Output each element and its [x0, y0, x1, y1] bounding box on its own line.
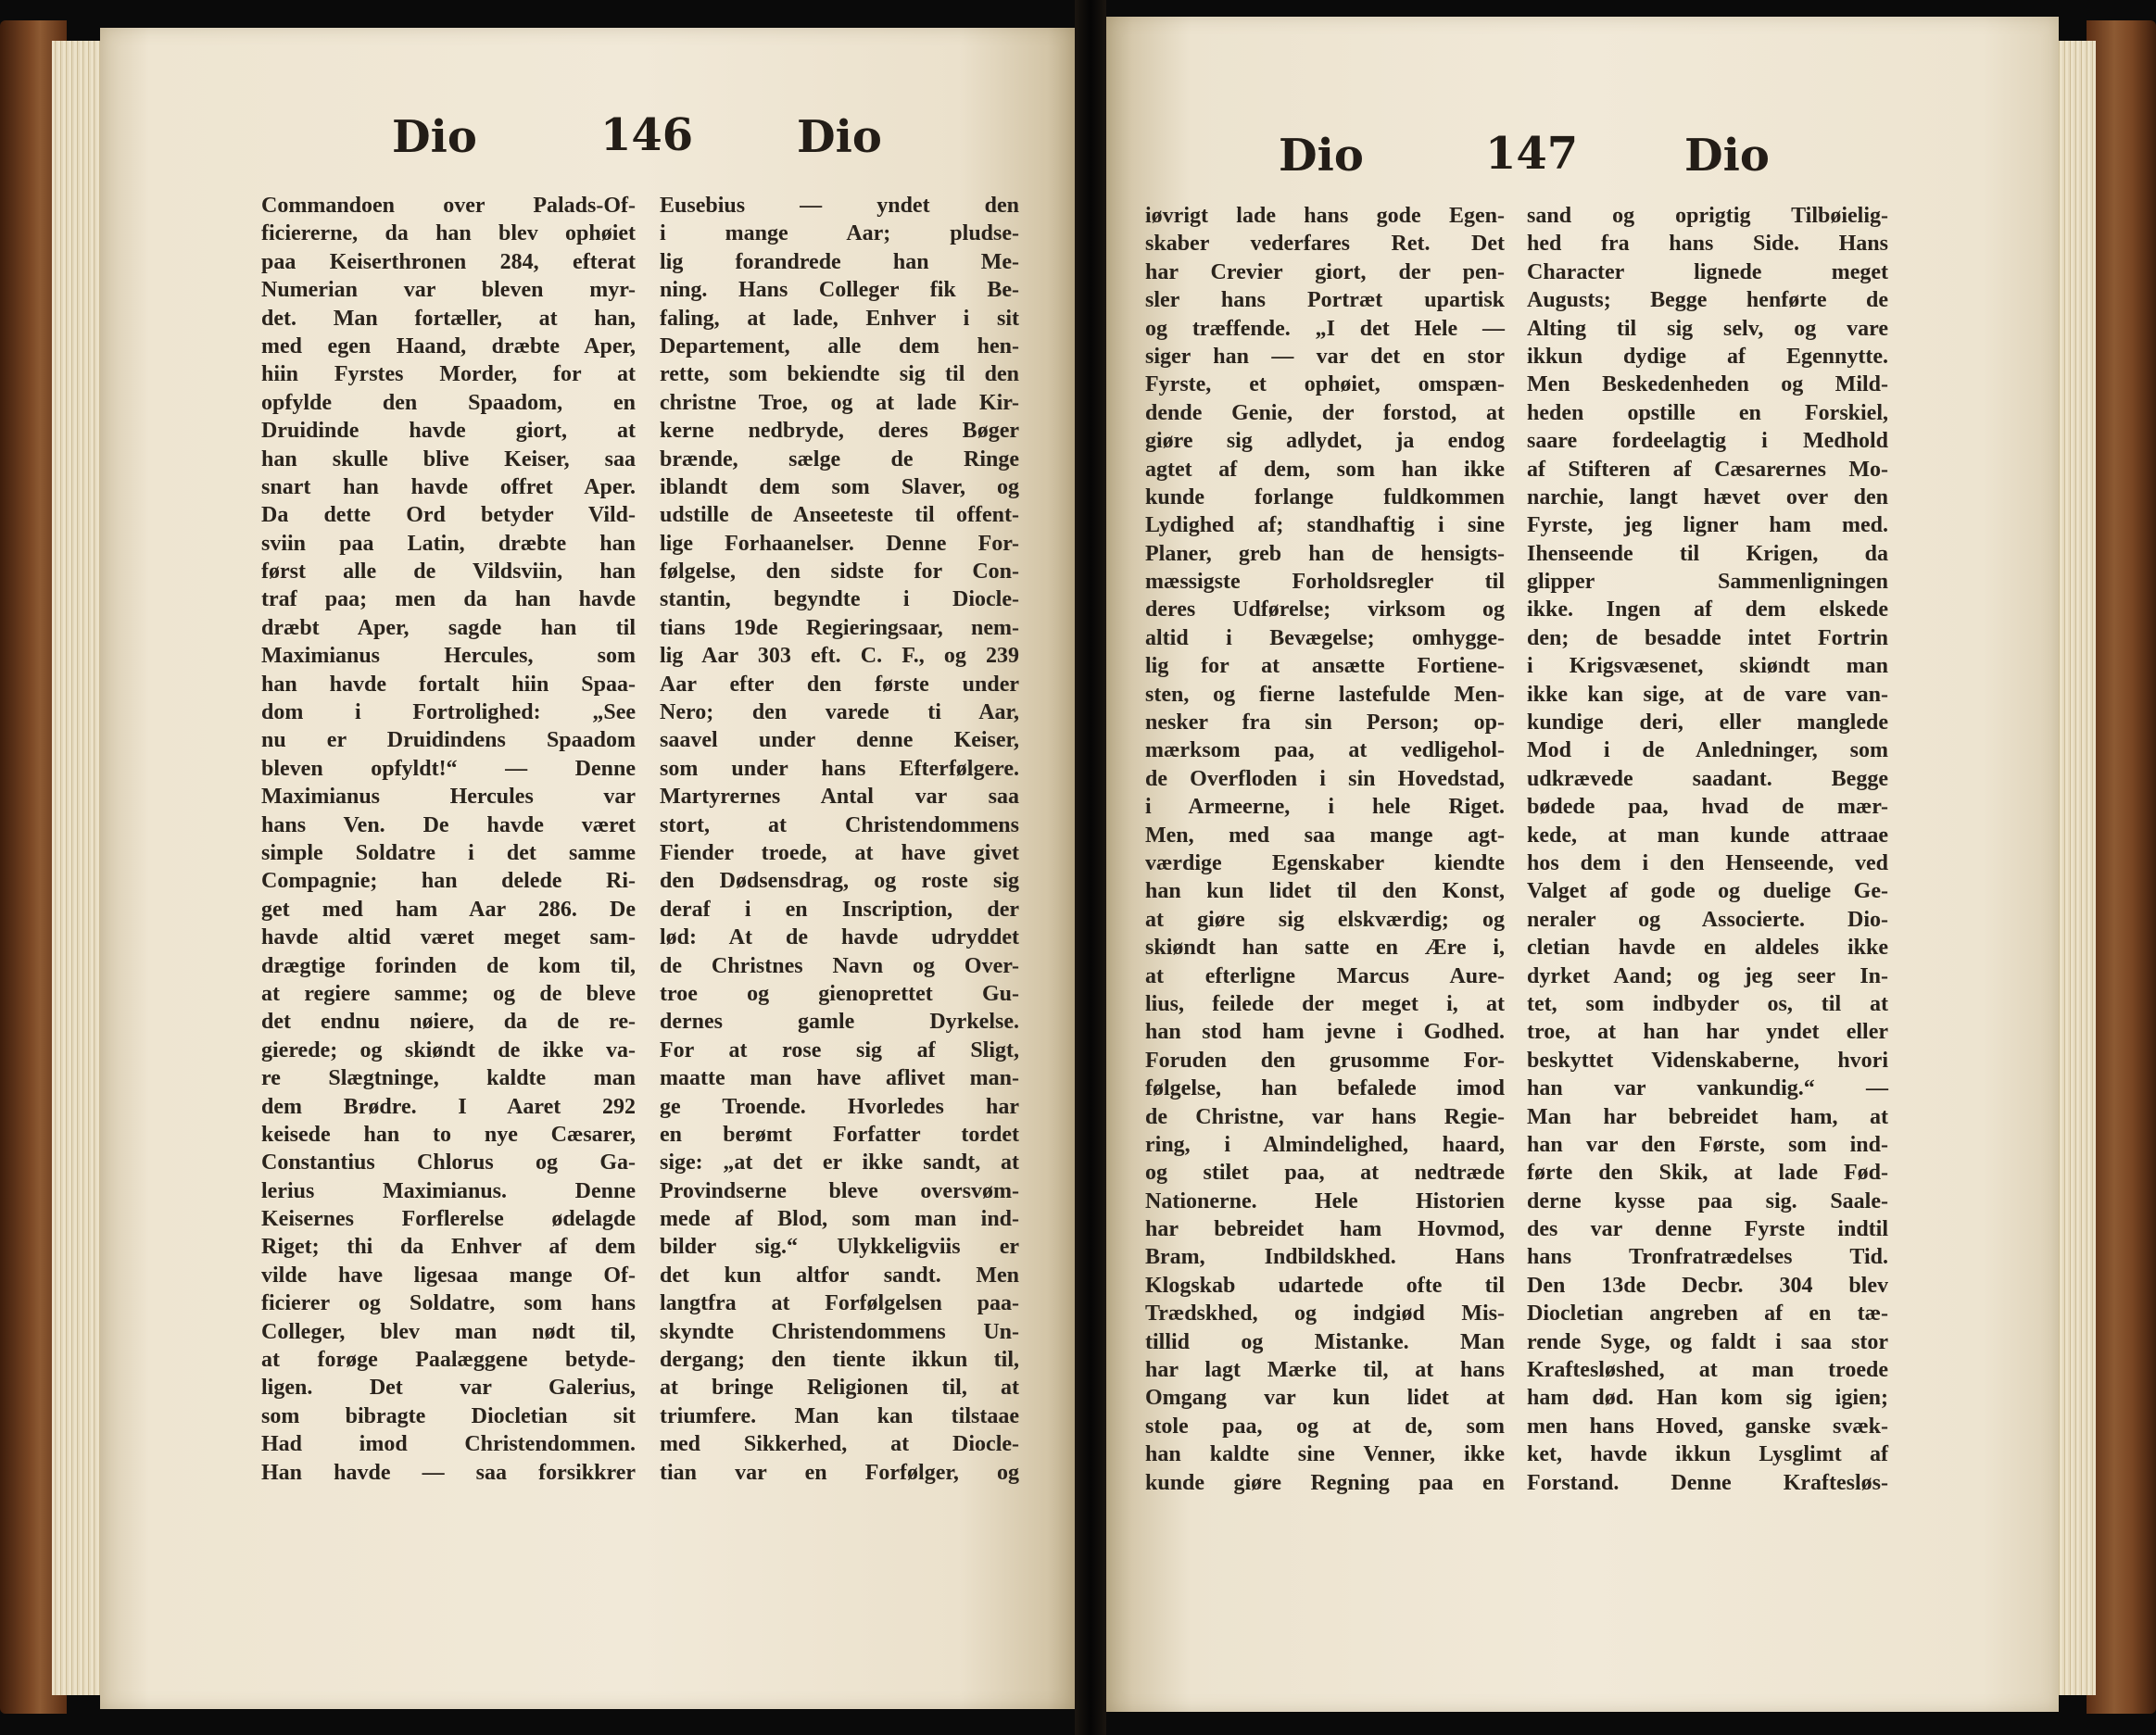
text-line: iøvrigt lade hans gode Egen-: [1145, 204, 1505, 228]
text-line: brænde, sælge de Ringe: [660, 446, 1019, 471]
text-line: Valget af gode og duelige Ge-: [1527, 879, 1888, 904]
book-gutter: [1075, 0, 1106, 1735]
text-line: hans Tronfratrædelses Tid.: [1527, 1245, 1888, 1270]
text-line: lius, feilede der meget i, at: [1145, 991, 1505, 1016]
text-line: Eusebius — yndet den: [660, 194, 1019, 218]
text-line: stole paa, og at de, som: [1145, 1414, 1505, 1439]
running-head-right: Dio: [1684, 130, 1770, 182]
text-line: har lagt Mærke til, at hans: [1145, 1358, 1505, 1383]
text-line: Fiender troede, at have givet: [660, 840, 1019, 865]
text-line: Nero; den varede ti Aar,: [660, 700, 1019, 725]
text-line: de Christne, var hans Regie-: [1145, 1104, 1505, 1129]
text-line: Constantius Chlorus og Ga-: [261, 1150, 636, 1176]
text-line: hiin Fyrstes Morder, for at: [261, 362, 636, 387]
text-line: Keisernes Forflerelse ødelagde: [261, 1207, 636, 1232]
text-line: at bringe Religionen til, at: [660, 1376, 1019, 1401]
text-line: mæssigste Forholdsregler til: [1145, 570, 1505, 595]
text-line: ficierer og Soldatre, som hans: [261, 1291, 636, 1316]
text-line: ligen. Det var Galerius,: [261, 1376, 636, 1401]
text-line: tians 19de Regieringsaar, nem-: [660, 615, 1019, 640]
running-head-left: Dio: [1279, 130, 1364, 182]
text-line: Commandoen over Palads-Of-: [261, 194, 636, 218]
text-line: Martyrernes Antal var saa: [660, 785, 1019, 810]
text-line: Departement, alle dem hen-: [660, 333, 1019, 358]
text-line: det. Man fortæller, at han,: [261, 306, 636, 331]
text-line: Fyrste, et ophøiet, omspæn-: [1145, 372, 1505, 397]
text-line: Da dette Ord betyder Vild-: [261, 503, 636, 528]
text-line: Riget; thi da Enhver af dem: [261, 1235, 636, 1260]
text-line: de Christnes Navn og Over-: [660, 953, 1019, 978]
text-line: ning. Hans Colleger fik Be-: [660, 278, 1019, 303]
text-line: skiøndt han satte en Ære i,: [1145, 936, 1505, 961]
text-line: Provindserne bleve oversvøm-: [660, 1178, 1019, 1203]
text-line: i Krigsvæsenet, skiøndt man: [1527, 654, 1888, 679]
text-line: ikke. Ingen af dem elskede: [1527, 597, 1888, 622]
text-line: sige: „at det er ikke sandt, at: [660, 1150, 1019, 1176]
text-line: Aar efter den første under: [660, 672, 1019, 697]
text-line: som under hans Efterfølgere.: [660, 756, 1019, 781]
text-line: dræbt Aper, sagde han til: [261, 615, 636, 640]
text-column-right: [1527, 202, 1888, 1497]
text-line: udkrævede saadant. Begge: [1527, 766, 1888, 791]
text-line: Lydighed af; standhaftig i sine: [1145, 513, 1505, 538]
page-number: 146: [600, 109, 694, 161]
text-line: dernes gamle Dyrkelse.: [660, 1010, 1019, 1035]
text-line: dergang; den tiente ikkun til,: [660, 1348, 1019, 1373]
text-line: skyndte Christendommens Un-: [660, 1319, 1019, 1344]
text-line: lig for at ansætte Fortiene-: [1145, 654, 1505, 679]
text-line: deres Udførelse; virksom og: [1145, 597, 1505, 622]
text-line: paa Keiserthronen 284, efterat: [261, 249, 636, 274]
text-line: kerne nedbryde, deres Bøger: [660, 419, 1019, 444]
text-line: re Slægtninge, kaldte man: [261, 1066, 636, 1091]
text-line: ket, havde ikkun Lysglimt af: [1527, 1442, 1888, 1467]
text-line: men hans Hoved, ganske svæk-: [1527, 1414, 1888, 1439]
text-line: stort, at Christendommens: [660, 812, 1019, 837]
running-head-left: Dio: [392, 111, 477, 163]
text-line: heden opstille en Forskiel,: [1527, 400, 1888, 425]
text-line: Den 13de Decbr. 304 blev: [1527, 1273, 1888, 1298]
text-line: nu er Druidindens Spaadom: [261, 728, 636, 753]
text-line: Numerian var bleven myr-: [261, 278, 636, 303]
text-line: af Stifteren af Cæsarernes Mo-: [1527, 457, 1888, 482]
text-column-left: [261, 192, 636, 1487]
text-line: sler hans Portræt upartisk: [1145, 288, 1505, 313]
text-line: vilde have ligesaa mange Of-: [261, 1263, 636, 1288]
running-head-right: Dio: [797, 111, 882, 163]
text-line: snart han havde offret Aper.: [261, 474, 636, 499]
text-line: giøre sig adlydet, ja endog: [1145, 429, 1505, 454]
text-line: Augusts; Begge henførte de: [1527, 288, 1888, 313]
text-line: har bebreidet ham Hovmod,: [1145, 1217, 1505, 1242]
page-number: 147: [1485, 128, 1579, 180]
text-line: Han havde — saa forsikkrer: [261, 1460, 636, 1485]
text-line: og træffende. „I det Hele —: [1145, 316, 1505, 341]
text-line: Klogskab udartede ofte til: [1145, 1273, 1505, 1298]
text-line: skaber vederfares Ret. Det: [1145, 232, 1505, 257]
text-line: i mange Aar; pludse-: [660, 221, 1019, 246]
text-line: følgelse, den sidste for Con-: [660, 559, 1019, 585]
text-line: at giøre sig elskværdig; og: [1145, 907, 1505, 932]
text-line: triumfere. Man kan tilstaae: [660, 1403, 1019, 1428]
text-line: dom i Fortrolighed: „See: [261, 700, 636, 725]
text-line: agtet af dem, som han ikke: [1145, 457, 1505, 482]
text-line: opfylde den Spaadom, en: [261, 390, 636, 415]
text-line: sand og oprigtig Tilbøielig-: [1527, 204, 1888, 228]
text-line: Had imod Christendommen.: [261, 1432, 636, 1457]
text-line: værdige Egenskaber kiendte: [1145, 850, 1505, 875]
text-line: kede, at man kunde attraae: [1527, 823, 1888, 848]
text-line: tet, som indbyder os, til at: [1527, 991, 1888, 1016]
text-line: det endnu nøiere, da de re-: [261, 1010, 636, 1035]
text-line: stantin, begyndte i Diocle-: [660, 587, 1019, 612]
text-line: deraf i en Inscription, der: [660, 897, 1019, 922]
text-line: Maximianus Hercules, som: [261, 644, 636, 669]
text-line: ham død. Han kom sig igien;: [1527, 1386, 1888, 1411]
text-line: troe, at han har yndet eller: [1527, 1020, 1888, 1045]
text-line: bødede paa, hvad de mær-: [1527, 795, 1888, 820]
text-line: neraler og Associerte. Dio-: [1527, 907, 1888, 932]
text-line: keisede han to nye Cæsarer,: [261, 1122, 636, 1147]
text-line: havde altid været meget sam-: [261, 925, 636, 950]
text-line: Compagnie; han delede Ri-: [261, 869, 636, 894]
text-line: Man har bebreidet ham, at: [1527, 1104, 1888, 1129]
text-column-right: [660, 192, 1019, 1487]
text-line: saare fordeelagtig i Medhold: [1527, 429, 1888, 454]
text-line: narchie, langt hævet over den: [1527, 484, 1888, 509]
text-line: Ihenseende til Krigen, da: [1527, 541, 1888, 566]
text-line: ring, i Almindelighed, haard,: [1145, 1132, 1505, 1157]
text-line: at forøge Paalæggene betyde-: [261, 1348, 636, 1373]
text-line: Kraftesløshed, at man troede: [1527, 1358, 1888, 1383]
text-line: en berømt Forfatter tordet: [660, 1122, 1019, 1147]
text-line: maatte man have aflivet man-: [660, 1066, 1019, 1091]
text-line: Mod i de Anledninger, som: [1527, 738, 1888, 763]
text-line: simple Soldatre i det samme: [261, 840, 636, 865]
text-line: des var denne Fyrste indtil: [1527, 1217, 1888, 1242]
text-line: hed fra hans Side. Hans: [1527, 232, 1888, 257]
text-line: i Armeerne, i hele Riget.: [1145, 795, 1505, 820]
text-line: det kun altfor sandt. Men: [660, 1263, 1019, 1288]
text-line: Planer, greb han de hensigts-: [1145, 541, 1505, 566]
text-line: kunde giøre Regning paa en: [1145, 1470, 1505, 1495]
book-cover-right-edge: [2087, 20, 2156, 1714]
text-line: har Crevier giort, der pen-: [1145, 259, 1505, 284]
text-line: Trædskhed, og indgiød Mis-: [1145, 1301, 1505, 1326]
text-line: Colleger, blev man nødt til,: [261, 1319, 636, 1344]
text-line: han skulle blive Keiser, saa: [261, 446, 636, 471]
text-line: ficiererne, da han blev ophøiet: [261, 221, 636, 246]
text-line: lød: At de havde udryddet: [660, 925, 1019, 950]
text-line: Forstand. Denne Kraftesløs-: [1527, 1470, 1888, 1495]
text-line: og stilet paa, at nedtræde: [1145, 1161, 1505, 1186]
text-line: Fyrste, jeg ligner ham med.: [1527, 513, 1888, 538]
text-line: saavel under denne Keiser,: [660, 728, 1019, 753]
text-line: rette, som bekiendte sig til den: [660, 362, 1019, 387]
text-line: dem Brødre. I Aaret 292: [261, 1094, 636, 1119]
text-line: traf paa; men da han havde: [261, 587, 636, 612]
text-line: troe og gienoprettet Gu-: [660, 981, 1019, 1006]
text-line: Nationerne. Hele Historien: [1145, 1188, 1505, 1213]
text-line: mede af Blod, som man ind-: [660, 1207, 1019, 1232]
text-line: beskyttet Videnskaberne, hvori: [1527, 1048, 1888, 1073]
text-line: bleven opfyldt!“ — Denne: [261, 756, 636, 781]
text-line: Alting til sig selv, og vare: [1527, 316, 1888, 341]
text-line: den; de besadde intet Fortrin: [1527, 625, 1888, 650]
text-line: tian var en Forfølger, og: [660, 1460, 1019, 1485]
text-line: Men, med saa mange agt-: [1145, 823, 1505, 848]
text-line: først alle de Vildsviin, han: [261, 559, 636, 585]
text-line: ikkun dydige af Egennytte.: [1527, 344, 1888, 369]
text-line: han kaldte sine Venner, ikke: [1145, 1442, 1505, 1467]
text-line: Bram, Indbildskhed. Hans: [1145, 1245, 1505, 1270]
text-line: derne kysse paa sig. Saale-: [1527, 1188, 1888, 1213]
text-line: med egen Haand, dræbte Aper,: [261, 333, 636, 358]
text-line: iblandt dem som Slaver, og: [660, 474, 1019, 499]
text-line: Men Beskedenheden og Mild-: [1527, 372, 1888, 397]
text-line: han stod ham jevne i Godhed.: [1145, 1020, 1505, 1045]
text-line: den Dødsensdrag, og roste sig: [660, 869, 1019, 894]
text-line: mærksom paa, at vedligehol-: [1145, 738, 1505, 763]
text-line: lig forandrede han Me-: [660, 249, 1019, 274]
text-line: følgelse, han befalede imod: [1145, 1076, 1505, 1101]
text-line: altid i Bevægelse; omhygge-: [1145, 625, 1505, 650]
text-line: han havde fortalt hiin Spaa-: [261, 672, 636, 697]
text-line: at regiere samme; og de bleve: [261, 981, 636, 1006]
text-line: han var den Første, som ind-: [1527, 1132, 1888, 1157]
text-line: drægtige forinden de kom til,: [261, 953, 636, 978]
text-line: førte den Skik, at lade Fød-: [1527, 1161, 1888, 1186]
text-line: at efterligne Marcus Aure-: [1145, 963, 1505, 988]
text-line: han var vankundig.“ —: [1527, 1076, 1888, 1101]
text-line: udstille de Anseeteste til offent-: [660, 503, 1019, 528]
text-line: kunde forlange fuldkommen: [1145, 484, 1505, 509]
text-line: siger han — var det en stor: [1145, 344, 1505, 369]
text-line: Maximianus Hercules var: [261, 785, 636, 810]
text-line: tillid og Mistanke. Man: [1145, 1329, 1505, 1354]
text-line: langtfra at Forfølgelsen paa-: [660, 1291, 1019, 1316]
text-line: dende Genie, der forstod, at: [1145, 400, 1505, 425]
text-line: kundige deri, eller manglede: [1527, 710, 1888, 735]
text-line: Diocletian angreben af en tæ-: [1527, 1301, 1888, 1326]
text-line: hos dem i den Henseende, ved: [1527, 850, 1888, 875]
text-line: bilder sig.“ Ulykkeligviis er: [660, 1235, 1019, 1260]
text-line: han kun lidet til den Konst,: [1145, 879, 1505, 904]
text-line: christne Troe, og at lade Kir-: [660, 390, 1019, 415]
text-line: rende Syge, og faldt i saa stor: [1527, 1329, 1888, 1354]
text-line: med Sikkerhed, at Diocle-: [660, 1432, 1019, 1457]
text-line: glipper Sammenligningen: [1527, 570, 1888, 595]
text-line: Omgang var kun lidet at: [1145, 1386, 1505, 1411]
text-line: hans Ven. De havde været: [261, 812, 636, 837]
text-line: lerius Maximianus. Denne: [261, 1178, 636, 1203]
text-line: gierede; og skiøndt de ikke va-: [261, 1037, 636, 1062]
text-line: lig Aar 303 eft. C. F., og 239: [660, 644, 1019, 669]
text-line: Character lignede meget: [1527, 259, 1888, 284]
text-line: de Overfloden i sin Hovedstad,: [1145, 766, 1505, 791]
text-line: sviin paa Latin, dræbte han: [261, 531, 636, 556]
text-line: Druidinde havde giort, at: [261, 419, 636, 444]
text-line: For at rose sig af Sligt,: [660, 1037, 1019, 1062]
text-line: Foruden den grusomme For-: [1145, 1048, 1505, 1073]
text-line: faling, at lade, Enhver i sit: [660, 306, 1019, 331]
text-line: lige Forhaanelser. Denne For-: [660, 531, 1019, 556]
text-column-left: [1145, 202, 1505, 1497]
text-line: ikke kan sige, at de vare van-: [1527, 682, 1888, 707]
text-line: cletian havde en aldeles ikke: [1527, 936, 1888, 961]
text-line: ge Troende. Hvorledes har: [660, 1094, 1019, 1119]
text-line: nesker fra sin Person; op-: [1145, 710, 1505, 735]
text-line: sten, og fierne lastefulde Men-: [1145, 682, 1505, 707]
text-line: dyrket Aand; og jeg seer In-: [1527, 963, 1888, 988]
text-line: som bibragte Diocletian sit: [261, 1403, 636, 1428]
text-line: get med ham Aar 286. De: [261, 897, 636, 922]
